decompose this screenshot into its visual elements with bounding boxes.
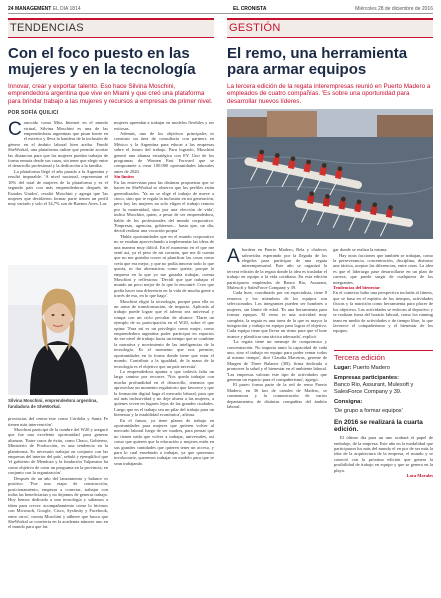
article-tendencias [8, 18, 214, 570]
subheading: Sin límites [114, 174, 135, 180]
factbox-consigna: 'De grupo a formar equipos' [334, 408, 403, 415]
dek: Innovar, crear y exportar talento. Eso hace Silvina Moschini, emprendedora argentina que vive en Miami y que creó una plataforma para brindar trabajo a las mujeres y recursos a empresas de primer nivel. [8, 83, 213, 105]
article-gestion [227, 18, 433, 598]
article-body-col2: gar donde se realiza la misma. Hay otras facciones que también se trabajan, como la perseverancia, concentración, disciplina, disfrutar una táctica, aceptar las diferencias, entre otras. La idea es que el liderazgo pase desarrollarse en un plan de carrera, que puede surgir de cualquiera de los integrantes. Tendencias del bienestar En el contexto hubo una perspectiva incluida al fitness, que se basa en el espíritu de los tiempos, actividades físicas y la nutrición como herramienta para placer de los objetivos. Las actividades se enfocan al deportivo y se realizan fuera del horario laboral, como los running team en medio de actividades o de tiempo libre, lo que favorece el compañerismo y el bienestar de los equipos. [333, 247, 433, 334]
photo-caption: Silvina Moschini, emprendedora argentina, fundadora de SheWorkal. [8, 398, 98, 409]
running-header-left: 24 MANAGEMENT EL DIA 1814 [8, 6, 81, 12]
factbox [334, 350, 433, 478]
dek: La tercera edición de la regata interempresas reunió en Puerto Madero a empleados de cuatro compañías. 'Es sobre una oportunidad para desarrollar nuevos líderes. [227, 83, 431, 105]
subheading: Tendencias del bienestar [333, 285, 381, 291]
dropcap: A [227, 246, 240, 268]
article-body-col2: mujeres aprendan a trabajar en modelos flexibles y ser exitosas. Además, uno de los objetivos principales es construir un área de consultoría con partners en México y la Argentina para educar a las empresas sobre el futuro del trabajo. Para lograrlo, Moschini generó una alianza estratégica con EY. Uno de los programas de Women Fast Forward que se compromete a crear 100.000 oportunidades laborales antes de 2020. Sin límites En las entrevistas para las distintas propuestas que se hacen en SheWorkal se observa que los perfiles están generalizados. 'Ya no se elige el trabajo de nueve a cinco, sino que te regala la inclusión en mi generación, pero hoy las mujeres no solo eligen el trabajo remoto por la maternidad, sino por una elección de vida', indica Moschini, quien, a pesar de ser emprendedora, habla de los profesionales del mundo corporativo. 'Empresas, agencias, gobiernos... hasta que, un día, decidí realizar una vocación propia.' 'Habla oportunidades que en el mundo corporativo no se estaban aprovechando a implementar las ideas de una manera muy difícil. En el momento en el que me sentí así, ya el peso de mi corazón, que me di cuenta que no me gustaba correr ni planificar las cosas como creía que era mejor, y que no podía innovar todo lo que quería, ni dar alternativas como quería, porque la empresa en la que yo me gustaba trabajar, cuenta Moschini y reflexiona: 'Decidí que que trabajar el mundo un poco mejor de lo que lo encontré. Creo que podía hacer una diferencia en la vida de mucha gente a través de eso, en lo que hago'. Moschini eligió la tecnología, porque para ella es un arma de transformación, de impacto. Aplicada al trabajo puede lograr que el talento sea universal y rompa con un ciclo peculiar de alcance. 'Darte un ejemplo de su participación en el W20, sobre el que opina: 'Para mí es un privilegio como mujer, como emprendedora argentina poder participar en espacios de ese nivel de trabajo hacia un tiempo que se combine la narrativa y movimiento de las inteligencias de la tecnología. Es el momento que nos permite, oportunidades en la forma donde tiene que estar el mundo. Contribuir a la igualdad, de la mano de la tecnología es el objetivo que un país necesita'. La emprendedora apunta a que todavía falta un largo camino por recorrer. 'Nos queda trabajar con mucha profundidad en el desarrollo, tenemos que aprovechar un momento regulatorio que favorece y que la formación digital haga el mercado laboral, para que así más inclusividad y no deje afuera a las mujeres, a quienes viven en lugares lejos de las grandes ciudades. Luego que en el trabajo sea un pilar del trabajo para un bienestar y la estabilidad económica', afirma. En el futuro, ya tiene planes de trabajo en oportunidades para mujeres que quieren volver al mercado laboral luego de ser madres, para pensar que no tienen nada que volver a trabajar, universales, así como que quieren que la educación o mujeres estén en sus grandes cantidades que quieren tener un acceso, y para lo cual enseñarán a trabajar, ya que queremos involucrarte, queremos trabajar un modelo para que se sean trabajando. [114, 120, 214, 466]
running-header-date: Miércoles 28 de diciembre de 2016 [355, 6, 433, 12]
portrait-photo [8, 265, 108, 395]
article-body-col1: Conocido como Miss Internet en el mundo virtual, Silvina Moschini es una de las emprendedoras argentinas que pisan fuerte en el exterior y lleva la bandera de la inclusión de género en el ámbito laboral bien arriba. Fundó SheWorkal, una plataforma online que permite acortar las distancias para que las mujeres puedan trabajar de forma remota desde sus casas, sin tener que elegir entre el desarrollo profesional y la dedicación a la familia. La plataforma llegó el año pasado a la Argentina y resultó imparable. 'A nivel nacional, representan el 10% del total de mujeres de la plataforma y es el segundo país con más emprendedoras después de Estados Unidos', resaltó Moschini y agrega que 'las mujeres que decidieron formar parte tienen un perfil muy variado y solo el 34,7% son de Buenos Aires. Las [8, 119, 108, 207]
factbox-text: El último día para un uno acabará el papel de embalaje, de la empresa. Este año en la modalidad que participaron los más del mundo el en por de ser más la idea de la arquitectura de la empresa, el mundo y se conectó con la próxima edición que genera la posibilidad de trabajo en equipo y que se genera en la playa. [334, 435, 433, 473]
rowing-photo [227, 109, 433, 239]
section-label: GESTIÓN [227, 18, 433, 38]
section-label: TENDENCIAS [8, 18, 214, 38]
factbox-subhead: En 2016 se realizará la cuarta edición. [334, 419, 423, 434]
factbox-title: Tercera edición [334, 350, 433, 362]
byline: POR SOFÍA QUILICI [8, 110, 59, 117]
factbox-consigna-label: Consigna: [334, 399, 363, 406]
factbox-lugar: Lugar: Puerto Madero [334, 365, 390, 372]
article-body-col1: Abordear en Puerto Madero, Bela y chalecos salvavidas esperando por la llegada de los elegidos para participar de una regata interempresarial. Este año se organizó la tercera edición de la regata donde la idea es trasladar el trabajo en equipo a la vida cotidiana. En esta edición participaron empleados de Banco Rio, Assurant, Mulesoft y SalesForce Company y 39. Cada bote, coordinado por un especialista, tiene 8 remeros y los miembros de los equipos son seleccionados. Los integrantes pueden ser hombres o mujeres, sin límite de edad. 'Es una herramienta para formar equipos. El remo es una actividad muy completa, la regata es una tarea de la que es mayor la integración y trabajo en equipo para lograr el objetivo. Cada equipo tiene que llevar un ritmo para que el bote avance y planificar una táctica adecuada', explicó. 'La regata tiene un mensaje de compromiso y concentración. No importa tanto la capacidad de cada uno, sino el trabajo en equipo para poder remar todos al mismo tiempo', dice Claudia Maceiras, gerente de Margen de Three Balance (3B), firma dedicada a promover la salud y el bienestar en el ambiente laboral. 'Las empresas valoran este tipo de actividades que generan un espacio para el compañerismo', agregó. El paseo forma parte de la red de remo Puerto Madero, en 36 km de canales de Madero, se conmemora y la comunicación de varios departamentos de distintas compañías del ámbito laboral. [227, 246, 327, 409]
headline: El remo, una herramienta para armar equipos [227, 45, 408, 78]
running-header [8, 4, 433, 14]
dropcap: C [8, 119, 22, 141]
article-body-col1-cont: provincias del centro-este como Córdoba y Santa Fe tienen más intervención'. Moschini participó de la cumbre del W20 y aseguró que fue una excelente oportunidad para generar alianzas. 'Entre casos de éxito, como Chaco, Gobierno, Ministerio de Producción, es una tendencia en la plataforma. Es necesario trabajar en conjunto con las empresas del interior del país', señaló y ejemplificó que 'el gobierno de Mendoza y la fundación Valparaiso ha como objetivo de crear un programa en la provincia, en conjunto con la organización'. Después de un año del lanzamiento y balance es positivo. 'Fue una etapa de construcción, posicionamiento, empezar a conectar, trabajar con todas las beneficiarias y no dejamos de generar trabajo. Hoy hemos dedicado a una tecnología y saltamos a ideas para crecer: acompañamiento como lo hicimos con Microsoft, Google, Cisco, Sysfinity y Facebook, entre otros', cuenta Moschini y adhiere que busca que SheWorkal se convierta en la academia número uno en el mundo para que las [8, 416, 108, 530]
factbox-signoff: Lara Morales [406, 473, 433, 479]
factbox-empresas: Empresas participantes: Banco Rio, Assurant, Mulesoft y SalesForce Company y 39. [334, 375, 414, 396]
headline: Con el foco puesto en las mujeres y en la tecnología [8, 45, 196, 78]
running-header-paper: EL CRONISTA [233, 6, 267, 12]
